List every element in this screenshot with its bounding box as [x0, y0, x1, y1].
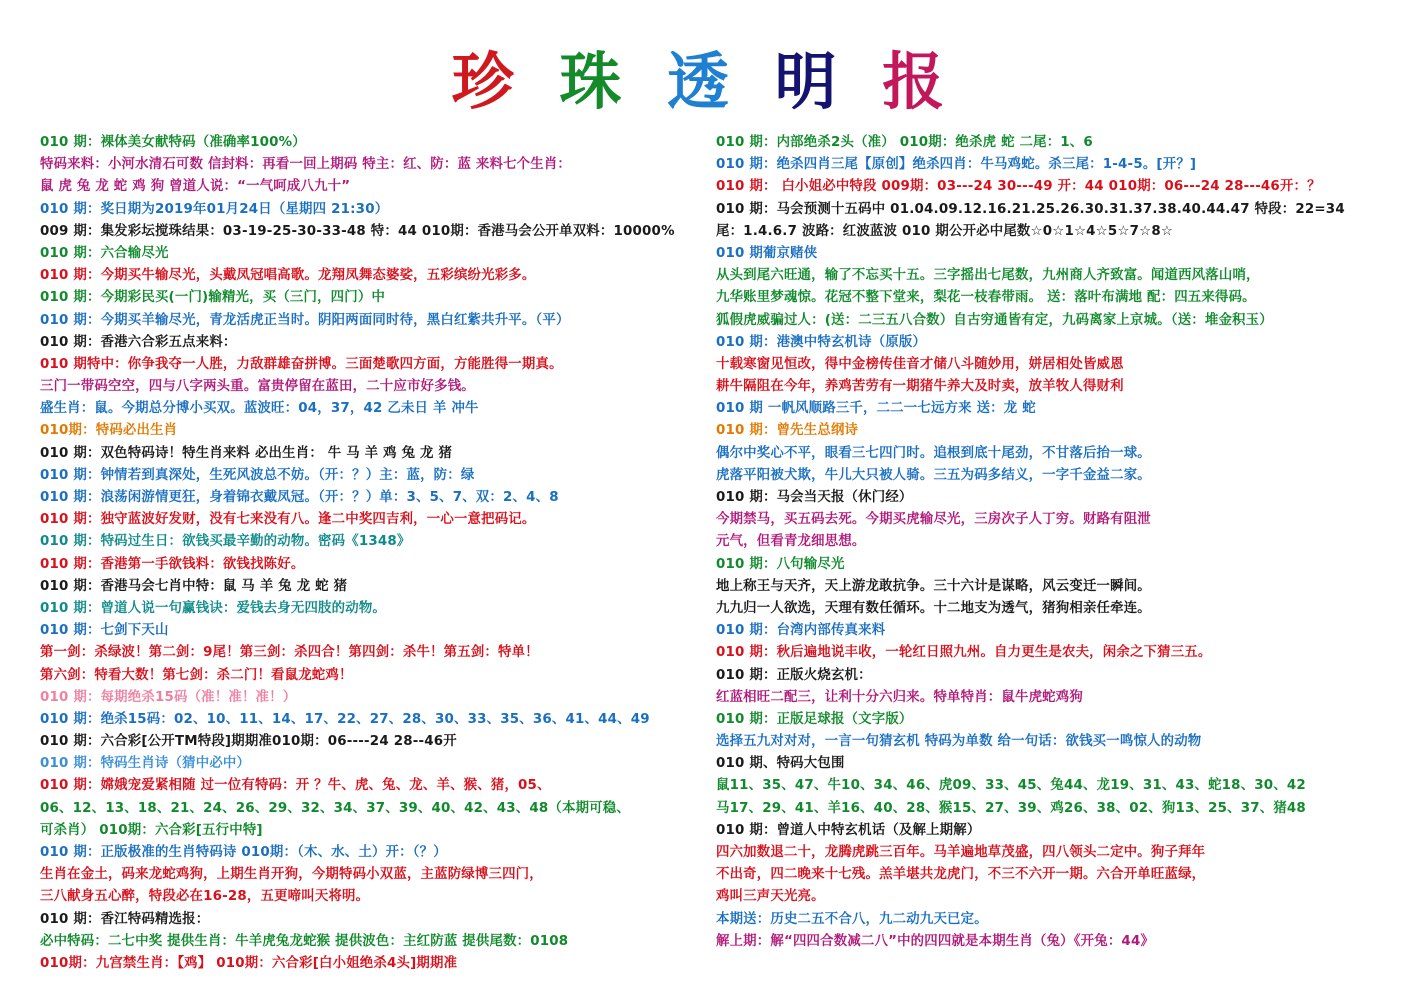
left-line: 010 期：浪荡闲游情更狂，身着锦衣戴凤冠。（开：？）单：3、5、7、双：2、4、8: [40, 490, 559, 505]
right-line: 从头到尾六旺通，输了不忘买十五。三字摇出七尾数，九州商人齐致富。闻道西风落山哨，: [716, 268, 1260, 284]
right-line: 解上期：解“四四合数减二八”中的四四就是本期生肖（兔）《开兔：44》: [716, 933, 1155, 949]
right-column: [716, 132, 1396, 953]
left-line: 010 期：奖日期为2019年01月24日（星期四 21:30）: [40, 201, 389, 217]
right-line: 010 期：曾道人中特玄机话（及解上期解）: [716, 822, 981, 838]
right-line: 不出奇，四二晚来十七残。羔羊堪共龙虎门，不三不六开一期。六合开单旺蓝绿，: [716, 867, 1206, 883]
left-line: 010 期：独守蓝波好发财，没有七来没有八。逢二中奖四吉利，一心一意把码记。: [40, 512, 536, 528]
right-line: 耕牛隔阻在今年，养鸡苦劳有一期猪牛养大及时卖，放羊牧人得财利: [716, 379, 1124, 395]
left-line: 010期：特码必出生肖: [40, 423, 178, 439]
right-line: 010 期、特码大包围: [716, 756, 845, 772]
left-line: 三门一带码空空，四与八字两头重。富贵停留在蓝田，二十应市好多钱。: [40, 379, 475, 395]
right-line: 鼠11、35、47、牛10、34、46、虎09、33、45、兔44、龙19、31、43、蛇18、30、42: [716, 778, 1306, 794]
right-line: 今期禁马，买五码去死。今期买虎输尽光，三房次子人丁穷。财路有阻泄: [716, 512, 1151, 528]
left-line: 第六剑：特看大数！第七剑：杀二门！看鼠龙蛇鸡！: [40, 667, 353, 683]
right-line: 四六加数退二十，龙腾虎跳三百年。马羊遍地草茂盛，四八领头二定中。狗子拜年: [716, 845, 1206, 860]
left-line: 必中特码：二七中奖 提供生肖：牛羊虎兔龙蛇猴 提供波色：主红防蓝 提供尾数：0108: [40, 933, 569, 949]
title-char-3: 透: [666, 45, 735, 118]
right-line: 马17、29、41、羊16、40、28、猴15、27、39、鸡26、38、02、狗13、25、37、猪48: [716, 800, 1306, 816]
right-line: 尾：1.4.6.7 波路：红波蓝波 010 期公开必中尾数☆0☆1☆4☆5☆7☆8☆: [716, 223, 1174, 239]
right-line: 元气，但看青龙细思想。: [716, 534, 866, 550]
left-line: 010 期：正版极准的生肖特码诗 010期：（木、水、土）开：（？）: [40, 845, 447, 860]
right-line: 九九归一人欲选，天理有数任循环。十二地支为透气，猪狗相亲任牵连。: [716, 600, 1151, 616]
left-line: 010 期：香港第一手欲钱料：欲钱找陈好。: [40, 556, 305, 572]
right-line: 九华账里梦魂惊。花冠不整下堂来，梨花一枝春带雨。 送：落叶布满地 配：四五来得码。: [716, 290, 1256, 306]
left-line: 鼠 虎 兔 龙 蛇 鸡 狗 曾道人说：“一气呵成八九十”: [40, 179, 351, 195]
left-line: 010 期：今期买牛输尽光，头戴凤冠唱高歌。龙翔凤舞态婆娑，五彩缤纷光彩多。: [40, 268, 536, 284]
title-char-1: 珍: [451, 45, 520, 118]
right-line: 偶尔中奖心不平，眼看三七四门时。追根到底十尾劲，不甘落后抬一球。: [716, 445, 1151, 461]
left-line: 盛生肖：鼠。今期总分博小买双。蓝波旺：04，37，42 乙未日 羊 冲牛: [40, 401, 479, 417]
right-line: 本期送：历史二五不合八，九二动九天已定。: [716, 911, 988, 927]
right-line: 狐假虎威骗过人：(送：二三五八合数）自古穷通皆有定，九码离家上京城。（送：堆金积玉）: [716, 312, 1273, 328]
left-line: 010 期：香港六合彩五点来料：: [40, 334, 237, 350]
right-line: 鸡叫三声天光亮。: [716, 889, 825, 905]
left-line: 三八献身五心醉，特段必在16-28，五更啼叫天将明。: [40, 889, 370, 905]
left-column: [40, 132, 710, 975]
title-char-5: 报: [882, 45, 951, 118]
left-line: 010 期：香港马会七肖中特：鼠 马 羊 兔 龙 蛇 猪: [40, 578, 348, 594]
right-line: 010 期： 白小姐必中特段 009期：03---24 30---49 开：44 010期：06---24 28---46开：？: [716, 179, 1321, 195]
left-line: 010 期：七剑下天山: [40, 623, 169, 639]
right-line: 010 期：正版足球报（文字版）: [716, 711, 913, 727]
left-line: 010 期：裸体美女献特码（准确率100%）: [40, 135, 306, 150]
right-line: 虎落平阳被犬欺，牛儿大只被人骑。三五为码多结义，一字千金益二家。: [716, 467, 1151, 483]
right-line: 红蓝相旺二配三，让利十分六归来。特单特肖：鼠牛虎蛇鸡狗: [716, 689, 1083, 705]
left-line: 009 期：集发彩坛搅珠结果：03-19-25-30-33-48 特：44 010期：香港马会公开单双料：10000%: [40, 223, 675, 239]
right-line: 010 期：港澳中特玄机诗（原版）: [716, 334, 927, 350]
right-line: 010 期：秋后遍地说丰收，一轮红日照九州。自力更生是农夫，闲余之下猜三五。: [716, 645, 1212, 661]
left-line: 010 期：绝杀15码：02、10、11、14、17、22、27、28、30、33、35、36、41、44、49: [40, 711, 650, 727]
left-line: 06、12、13、18、21、24、26、29、32、34、37、39、40、42、43、48（本期可稳、: [40, 800, 630, 816]
left-line: 010 期：双色特码诗！特生肖来料 必出生肖： 牛 马 羊 鸡 兔 龙 猪: [40, 445, 453, 461]
right-line: 010 期：马会当天报（休门经）: [716, 490, 913, 505]
left-line: 010 期：今期买羊输尽光，青龙活虎正当时。阴阳两面同时待，黑白红紫共升平。（平）: [40, 312, 570, 328]
right-line: 010 期：内部绝杀2头（准） 010期：绝杀虎 蛇 二尾：1、6: [716, 135, 1093, 150]
left-line: 010 期：香江特码精选报：: [40, 911, 210, 927]
left-line: 第一剑：杀绿波！第二剑：9尾！第三剑：杀四合！第四剑：杀牛！第五剑：特单！: [40, 645, 539, 661]
left-line: 010期：九宫禁生肖：【鸡】 010期：六合彩[白小姐绝杀4头]期期准: [40, 955, 458, 971]
left-line: 可杀肖） 010期：六合彩[五行中特]: [40, 822, 263, 838]
right-line: 010 期：曾先生总纲诗: [716, 423, 859, 439]
left-line: 010 期：特码生肖诗（猜中必中）: [40, 756, 251, 772]
right-line: 010 期葡京赌侠: [716, 245, 818, 261]
left-line: 010 期：六合输尽光: [40, 245, 169, 261]
left-line: 010 期：特码过生日：欲钱买最辛勤的动物。密码《1348》: [40, 534, 411, 550]
right-line: 010 期：正版火烧玄机：: [716, 667, 872, 683]
right-line: 010 期：马会预测十五码中 01.04.09.12.16.21.25.26.30.31.37.38.40.44.47 特段：22=34: [716, 201, 1345, 217]
left-line: 010 期：曾道人说一句赢钱诀：爱钱去身无四肢的动物。: [40, 600, 386, 616]
right-line: 010 期：绝杀四肖三尾【原创】绝杀四肖：牛马鸡蛇。杀三尾：1-4-5。[开？]: [716, 157, 1197, 173]
left-line: 010 期：今期彩民买(一门)输精光，买（三门，四门）中: [40, 290, 386, 306]
left-line: 010 期：钟情若到真深处，生死风波总不妨。（开：？）主：蓝，防：绿: [40, 467, 475, 483]
left-line: 010 期：嫦娥宠爱紧相随 过一位有特码：开 ？牛、虎、兔、龙、羊、猴、猪，05、: [40, 778, 551, 794]
right-line: 地上称王与天齐，天上游龙敢抗争。三十六计是谋略，风云变迁一瞬间。: [716, 578, 1151, 594]
right-line: 010 期：八句输尽光: [716, 556, 845, 572]
left-line: 特码来料：小河水清石可数 信封料：再看一回上期码 特主：红、防：蓝 来料七个生肖：: [40, 157, 572, 173]
left-line: 010 期：六合彩[公开TM特段]期期准010期：06----24 28--46开: [40, 734, 457, 750]
left-line: 010 期：每期绝杀15码（准！准！准！）: [40, 689, 297, 705]
right-line: 十载寒窗见恒改，得中金榜传佳音才储八斗随妙用，姘居相处皆威恩: [716, 356, 1124, 372]
left-line: 生肖在金土，码来龙蛇鸡狗，上期生肖开狗，今期特码小双蓝，主蓝防绿博三四门，: [40, 867, 543, 883]
right-line: 010 期 一帆风顺路三千，二二一七远方来 送：龙 蛇: [716, 401, 1036, 417]
title-char-4: 明: [774, 45, 843, 118]
left-line: 010 期特中：你争我夺一人胜，力敌群雄奋拼博。三面楚歌四方面，方能胜得一期真。: [40, 356, 563, 372]
right-line: 010 期：台湾内部传真来料: [716, 623, 886, 639]
title-char-2: 珠: [559, 45, 628, 118]
right-line: 选择五九对对对，一言一句猜玄机 特码为单数 给一句话：欲钱买一鸣惊人的动物: [716, 734, 1202, 750]
newspaper-title: [0, 42, 1402, 122]
